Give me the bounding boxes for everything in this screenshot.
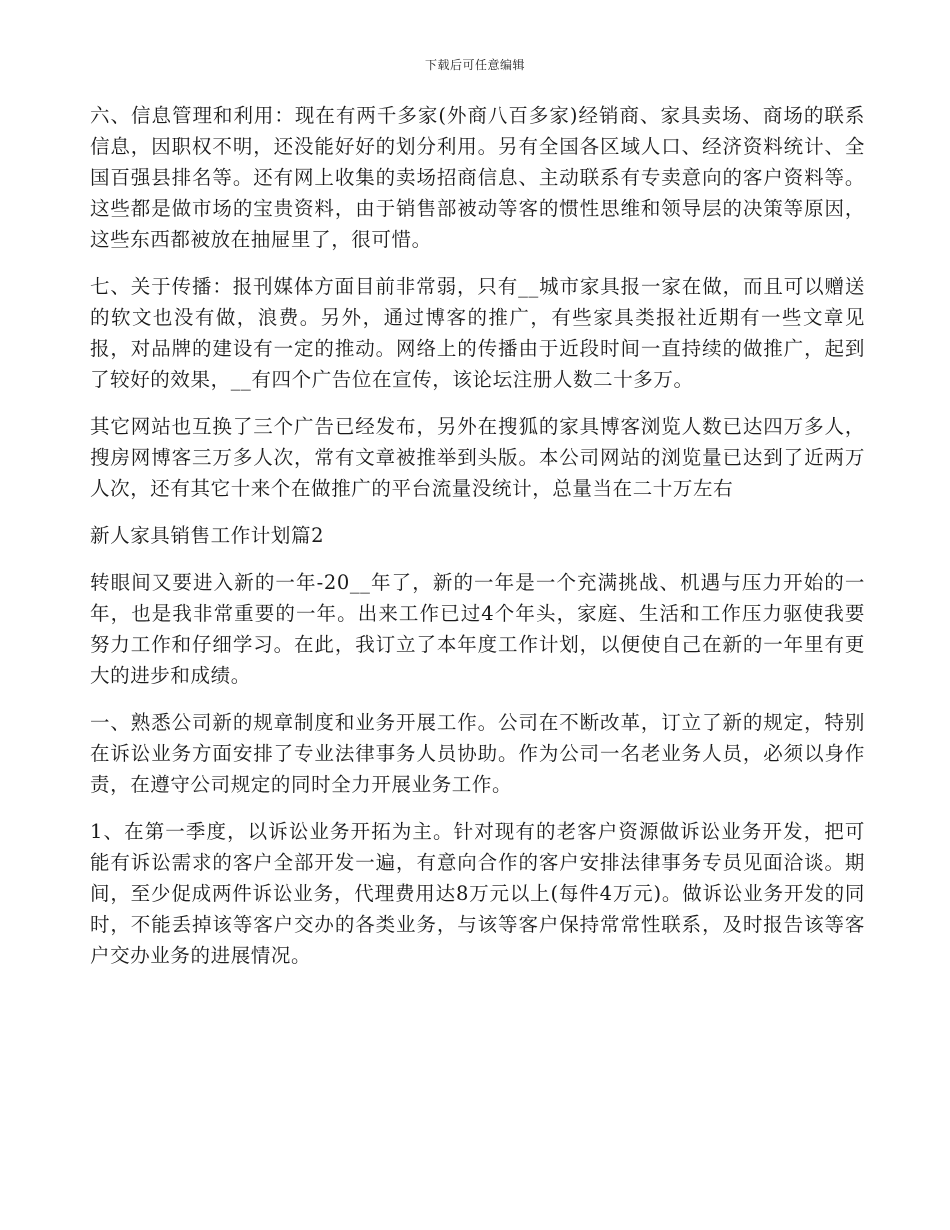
paragraph-communication: 七、关于传播：报刊媒体方面目前非常弱，只有__城市家具报一家在做，而且可以赠送的软文也没有做，浪费。另外，通过博客的推广，有些家具类报社近期有一些文章见报，对品牌的建设有一定的推动。网络上的传播由于近段时间一直持续的做推广，起到了较好的效果，__有四个广告位在宣传，该论坛注册人数二十多万。 bbox=[90, 275, 865, 391]
paragraph-other-websites: 其它网站也互换了三个广告已经发布，另外在搜狐的家具博客浏览人数已达四万多人，搜房网博客三万多人次，常有文章被推举到头版。本公司网站的浏览量已达到了近两万人次，还有其它十来个在做推广的平台流量没统计，总量当在二十万左右 bbox=[90, 415, 865, 500]
document-body bbox=[90, 100, 865, 987]
paragraph-first-quarter: 1、在第一季度，以诉讼业务开拓为主。针对现有的老客户资源做诉讼业务开发，把可能有诉讼需求的客户全部开发一遍，有意向合作的客户安排法律事务专员见面洽谈。期间，至少促成两件诉讼业务，代理费用达8万元以上(每件4万元)。做诉讼业务开发的同时，不能丢掉该等客户交办的各类业务，与该等客户保持常常性联系，及时报告该等客户交办业务的进展情况。 bbox=[90, 820, 865, 967]
page-header: 下载后可任意编辑 bbox=[424, 58, 525, 72]
paragraph-rules-familiarization: 一、熟悉公司新的规章制度和业务开展工作。公司在不断改革，订立了新的规定，特别在诉讼业务方面安排了专业法律事务人员协助。作为公司一名老业务人员，必须以身作责，在遵守公司规定的同时全力开展业务工作。 bbox=[90, 711, 865, 796]
paragraph-info-management: 六、信息管理和利用：现在有两千多家(外商八百多家)经销商、家具卖场、商场的联系信息，因职权不明，还没能好好的划分利用。另有全国各区域人口、经济资料统计、全国百强县排名等。还有网上收集的卖场招商信息、主动联系有专卖意向的客户资料等。这些都是做市场的宝贵资料，由于销售部被动等客的惯性思维和领导层的决策等原因，这些东西都被放在抽屉里了，很可惜。 bbox=[90, 104, 865, 251]
section-heading: 新人家具销售工作计划篇2 bbox=[90, 524, 325, 547]
paragraph-new-year: 转眼间又要进入新的一年-20__年了，新的一年是一个充满挑战、机遇与压力开始的一年，也是我非常重要的一年。出来工作已过4个年头，家庭、生活和工作压力驱使我要努力工作和仔细学习。在此，我订立了本年度工作计划，以便使自己在新的一年里有更大的进步和成绩。 bbox=[90, 571, 865, 687]
